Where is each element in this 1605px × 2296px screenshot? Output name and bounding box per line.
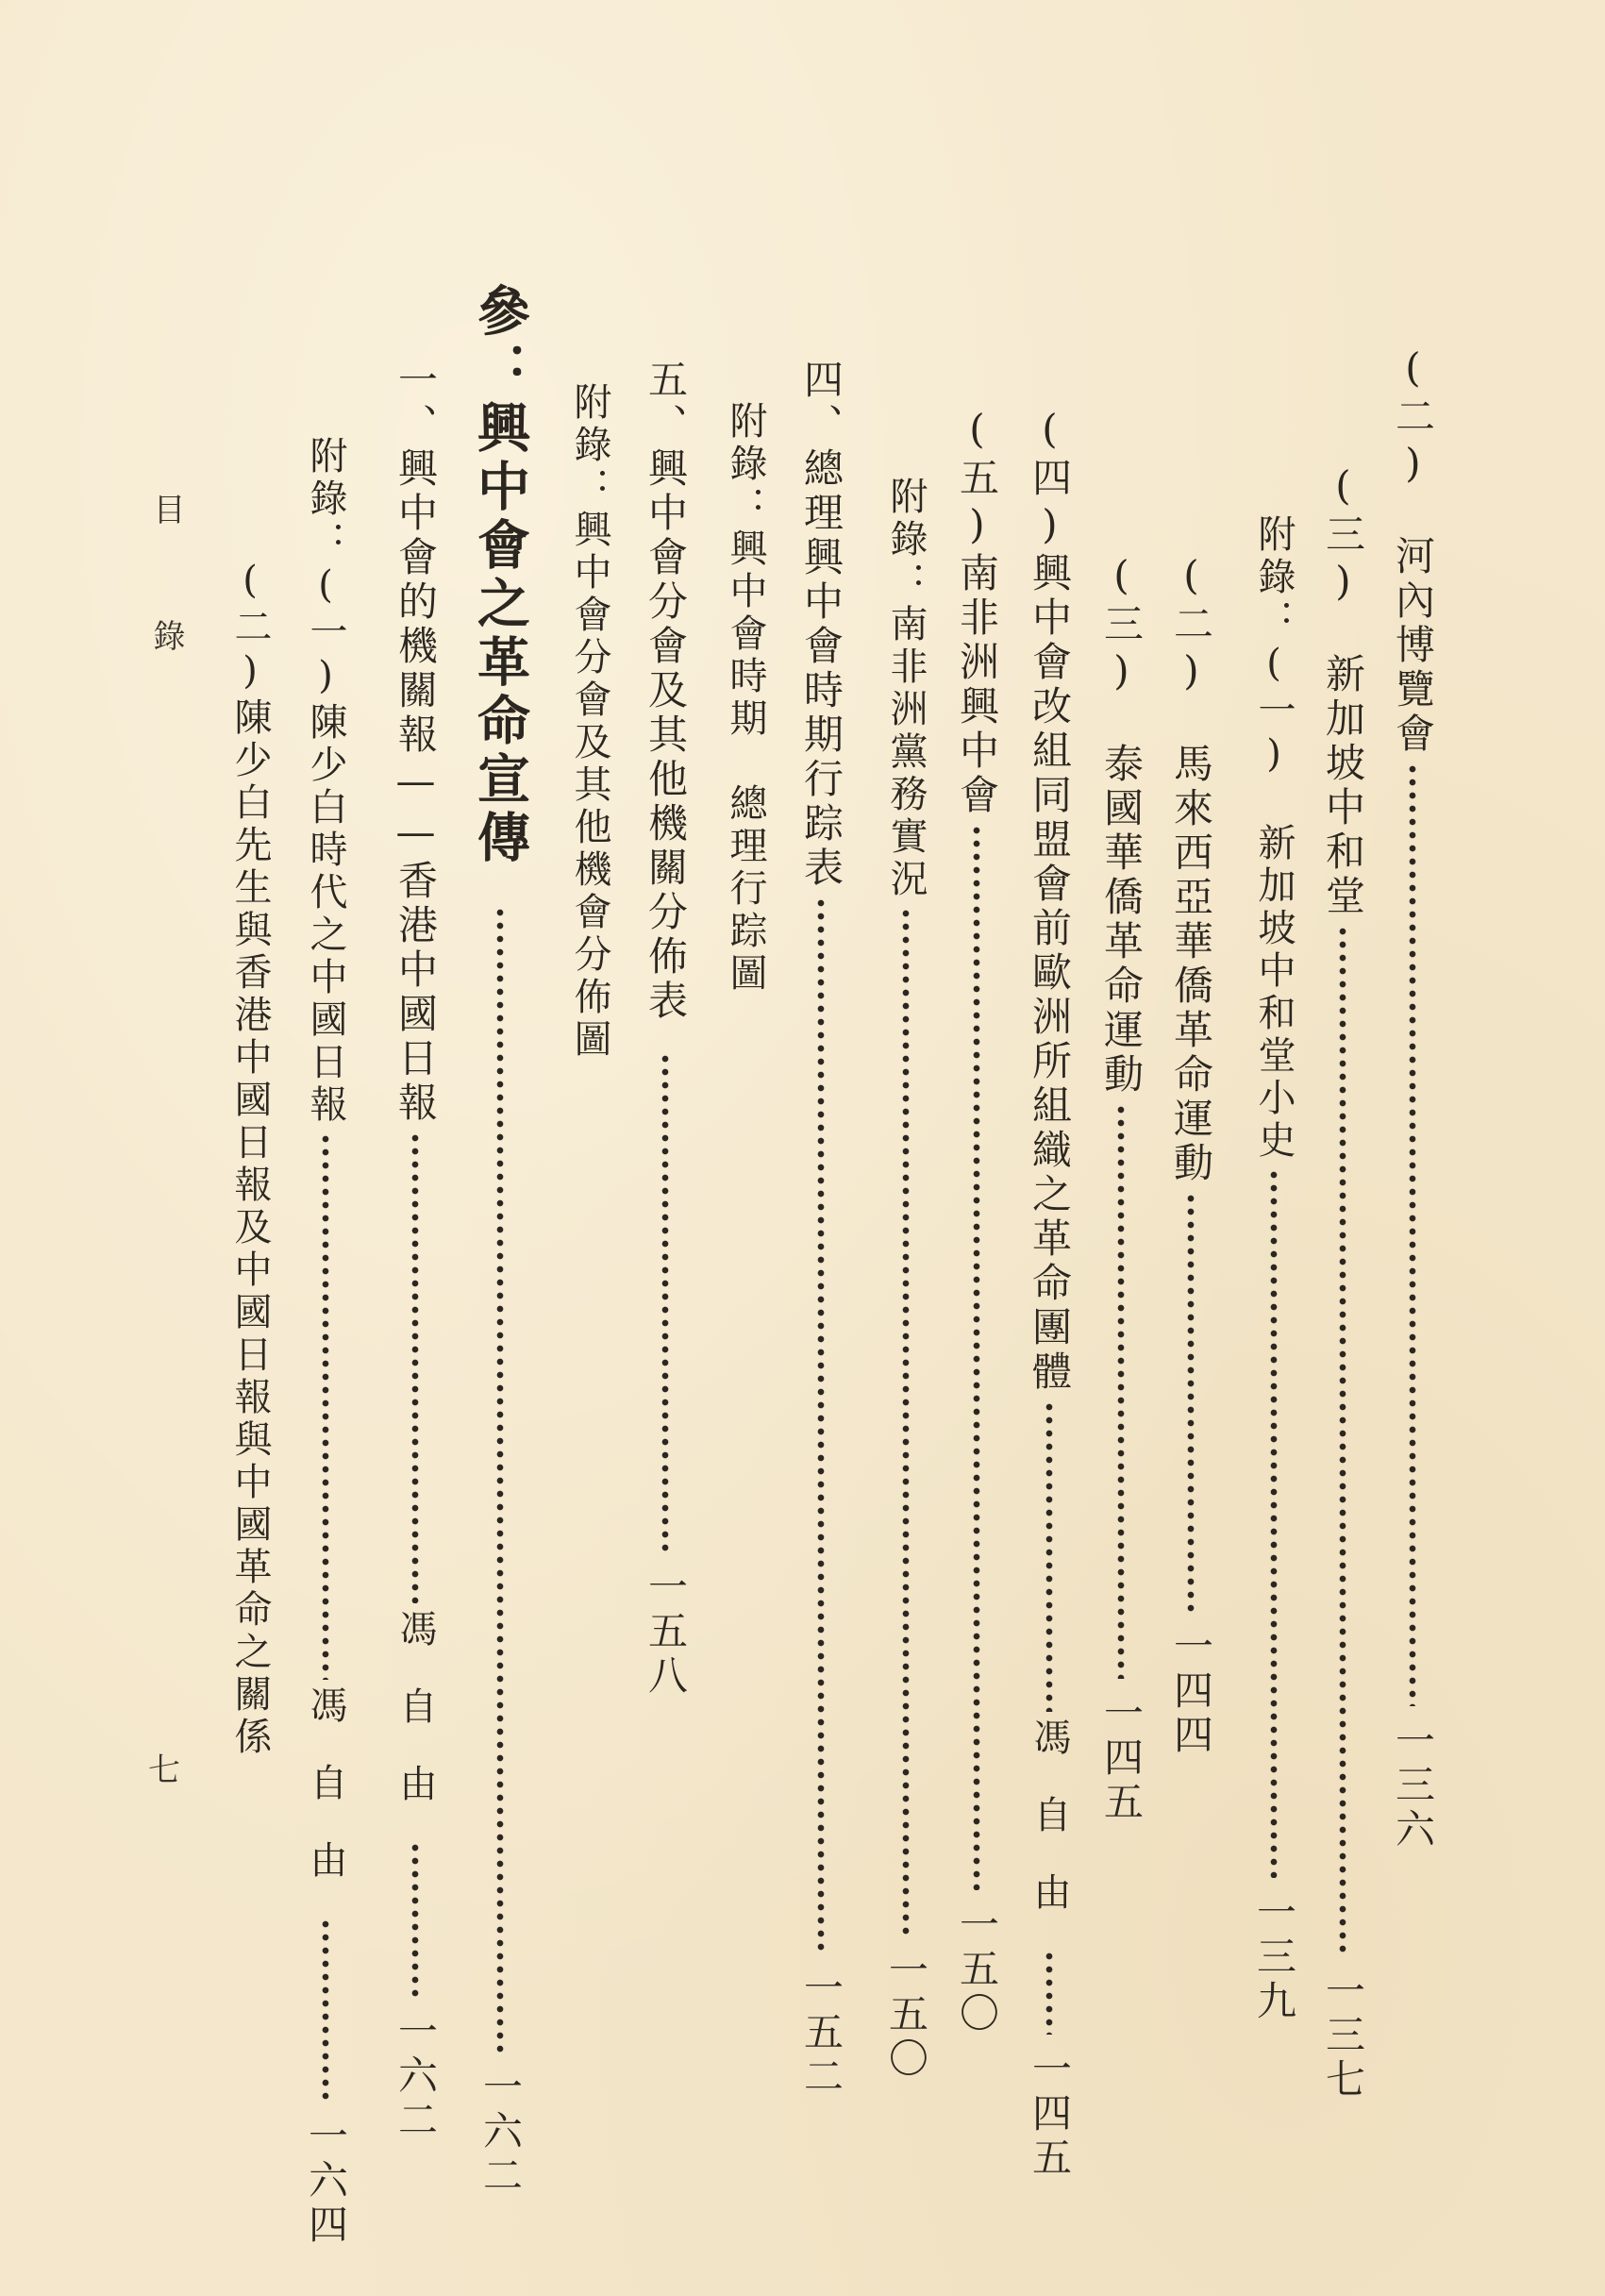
page-number: 一六二 bbox=[477, 2066, 524, 2199]
entry-title: (二) 馬來西亞華僑革命運動 bbox=[1168, 552, 1214, 1186]
toc-entry-south-africa-party-affairs[interactable] bbox=[878, 0, 934, 2082]
dot-leader bbox=[411, 1131, 419, 1603]
toc-entry-europe-revolutionary-groups[interactable] bbox=[1021, 0, 1078, 2181]
toc-entry-malaysia-overseas-chinese[interactable] bbox=[1162, 0, 1219, 1758]
toc-entry-singapore-zhonghetang[interactable] bbox=[1314, 0, 1371, 2103]
dot-leader bbox=[973, 824, 980, 1890]
toc-entry-premier-itinerary-map[interactable] bbox=[717, 0, 774, 996]
page-number: 一四五 bbox=[1098, 1692, 1145, 1825]
entry-title: (三) 泰國華僑革命運動 bbox=[1098, 552, 1145, 1098]
page-number: 一五八 bbox=[643, 1566, 689, 1699]
dot-leader bbox=[1117, 1103, 1125, 1679]
dot-leader bbox=[1339, 925, 1346, 1956]
toc-entry-south-africa-xingzhonghui[interactable] bbox=[948, 0, 1005, 2036]
entry-title: 五、興中會分會及其他機關分佈表 bbox=[643, 359, 689, 1024]
entry-title: 附錄：(一)陳少白時代之中國日報 bbox=[304, 436, 347, 1127]
dot-leader bbox=[496, 906, 504, 2053]
toc-entry-singapore-zhonghetang-history[interactable] bbox=[1246, 0, 1302, 2024]
part-title: 參：興中會之革命宣傳 bbox=[469, 283, 531, 868]
entry-title: (四)興中會改組同盟會前歐洲所組織之革命團體 bbox=[1027, 406, 1073, 1395]
entry-title: (五)南非洲興中會 bbox=[954, 406, 1000, 818]
dot-leader bbox=[1045, 1950, 1053, 2035]
entry-title: (三) 新加坡中和堂 bbox=[1320, 462, 1366, 919]
entry-author: 馮自由 bbox=[304, 1685, 347, 1918]
entry-title: 一、興中會的機關報——香港中國日報 bbox=[393, 359, 439, 1126]
page-number: 一四四 bbox=[1168, 1625, 1214, 1758]
dot-leader bbox=[661, 1052, 669, 1552]
dot-leader bbox=[817, 897, 825, 1953]
toc-entry-hanoi-exhibition[interactable] bbox=[1384, 0, 1441, 1852]
folio-page-number: 七 bbox=[148, 1751, 180, 1789]
dot-leader bbox=[1270, 1168, 1278, 1878]
toc-entry-chen-shaobai-era-china-daily[interactable] bbox=[297, 0, 354, 2248]
dot-leader bbox=[1045, 1400, 1053, 1712]
dot-leader bbox=[322, 1132, 329, 1680]
page-number: 一四五 bbox=[1027, 2048, 1073, 2181]
dot-leader bbox=[411, 1841, 419, 1997]
toc-entry-china-daily-hong-kong[interactable] bbox=[387, 0, 443, 2143]
toc-part-revolutionary-propaganda[interactable] bbox=[469, 0, 531, 2199]
page-number: 一五〇 bbox=[954, 1903, 1000, 2036]
toc-entry-premier-itinerary-table[interactable] bbox=[793, 0, 849, 2100]
dot-leader bbox=[322, 1918, 329, 2102]
toc-entry-branches-distribution-table[interactable] bbox=[637, 0, 694, 1699]
page-number: 一六二 bbox=[393, 2010, 439, 2143]
entry-title: 附錄：(一) 新加坡中和堂小史 bbox=[1252, 514, 1296, 1163]
entry-title: 四、總理興中會時期行踪表 bbox=[798, 359, 844, 891]
toc-entry-chen-shaobai-china-daily-relation[interactable] bbox=[222, 0, 278, 1759]
entry-author: 馮自由 bbox=[393, 1609, 437, 1841]
entry-title: (二)陳少白先生與香港中國日報及中國日報與中國革命之關係 bbox=[228, 559, 272, 1759]
page-number: 一五二 bbox=[798, 1967, 844, 2100]
entry-author: 馮自由 bbox=[1028, 1718, 1071, 1950]
toc-entry-branches-distribution-map[interactable] bbox=[561, 0, 618, 1062]
dot-leader bbox=[1409, 763, 1416, 1706]
page-number: 一三七 bbox=[1320, 1969, 1366, 2103]
running-header: 目錄 bbox=[147, 493, 185, 746]
toc-entry-thailand-overseas-chinese[interactable] bbox=[1093, 0, 1149, 1825]
dot-leader bbox=[1187, 1192, 1195, 1612]
page-number: 一三九 bbox=[1251, 1891, 1297, 2024]
page-number: 一三六 bbox=[1390, 1719, 1436, 1852]
entry-title: 附錄：興中會分會及其他機會分佈圖 bbox=[568, 382, 611, 1062]
page-number: 一五〇 bbox=[883, 1949, 929, 2082]
dot-leader bbox=[902, 907, 910, 1936]
page-number: 一六四 bbox=[303, 2115, 349, 2248]
entry-title: 附錄：南非洲黨務實況 bbox=[884, 477, 928, 901]
entry-title: 附錄：興中會時期 總理行踪圖 bbox=[724, 401, 767, 996]
entry-title: (二) 河內博覽會 bbox=[1390, 344, 1436, 757]
